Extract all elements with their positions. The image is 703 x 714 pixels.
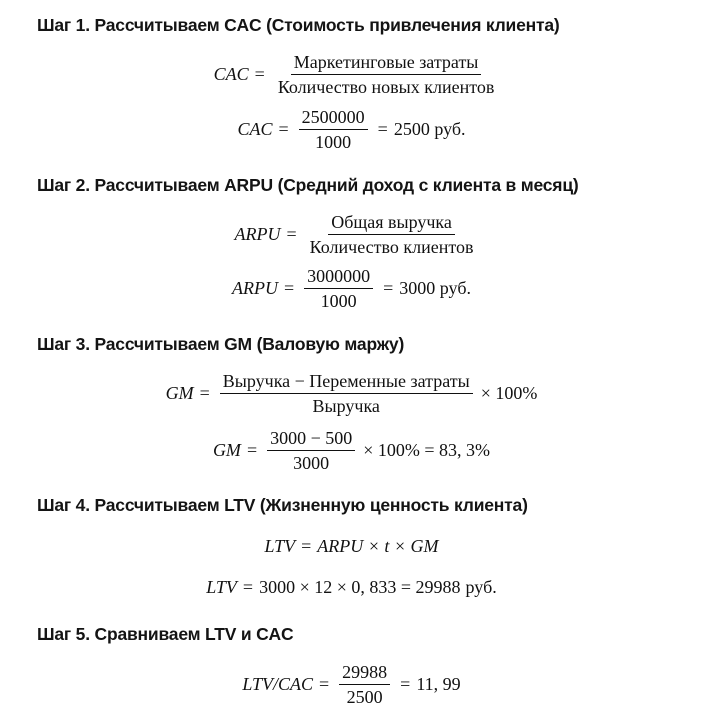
numerator: 2500000 (299, 107, 368, 130)
fraction (304, 266, 373, 311)
numerator: Выручка − Переменные затраты (220, 371, 473, 394)
fraction (220, 371, 473, 416)
equals-sign: = (383, 278, 394, 298)
gm-calculation (0, 428, 703, 473)
ltv-formula (0, 536, 703, 557)
equals-sign: = (377, 119, 388, 139)
equals-sign: = (278, 119, 289, 139)
denominator: 1000 (315, 132, 352, 152)
denominator: Количество новых клиентов (277, 77, 495, 97)
step-4-heading: Шаг 4. Рассчитываем LTV (Жизненную ценность клиента) (37, 495, 528, 515)
equals-sign: = (301, 536, 312, 556)
numerator: 3000000 (304, 266, 373, 289)
ltv-calculation (0, 577, 703, 598)
cac-calculation (0, 107, 703, 152)
result: 3000 руб. (399, 278, 471, 298)
step-5-heading: Шаг 5. Сравниваем LTV и CAC (37, 624, 294, 644)
equals-sign: = (400, 674, 411, 694)
arpu-formula (0, 212, 703, 257)
fraction (275, 52, 498, 97)
denominator: Выручка (312, 396, 380, 416)
formula-lhs: CAC (237, 119, 273, 139)
equals-sign: = (319, 674, 330, 694)
result: × 100% = 83, 3% (363, 440, 491, 460)
formula-rhs: ARPU × t × GM (317, 536, 439, 556)
formula-lhs: CAC (213, 64, 249, 84)
step-1-heading: Шаг 1. Рассчитываем CAC (Стоимость привлечения клиента) (37, 15, 560, 35)
denominator: 1000 (320, 291, 357, 311)
formula-lhs: ARPU (232, 278, 278, 298)
formula-lhs: LTV (206, 577, 237, 597)
fraction (307, 212, 477, 257)
equals-sign: = (242, 577, 254, 597)
equals-sign: = (283, 278, 295, 298)
formula-lhs: ARPU (234, 224, 281, 244)
ltv-cac-ratio (0, 662, 703, 707)
step-3-heading: Шаг 3. Рассчитываем GM (Валовую маржу) (37, 334, 405, 354)
gm-formula (0, 371, 703, 416)
fraction (299, 107, 368, 152)
unit: руб. (465, 577, 497, 597)
multiplier: × 100% (480, 383, 538, 403)
numerator: Маркетинговые затраты (291, 52, 482, 75)
denominator: 2500 (346, 687, 383, 707)
cac-formula (0, 52, 703, 97)
equals-sign: = (254, 64, 265, 84)
denominator: Количество клиентов (309, 237, 474, 257)
step-2-heading: Шаг 2. Рассчитываем ARPU (Средний доход с клиента в месяц) (37, 175, 579, 195)
arpu-calculation (0, 266, 703, 311)
result: 11, 99 (416, 674, 461, 694)
result: 2500 руб. (393, 119, 466, 139)
formula-rhs: 3000 × 12 × 0, 833 = 29988 (259, 577, 461, 597)
formula-lhs: LTV/CAC (242, 674, 313, 694)
fraction (339, 662, 390, 707)
numerator: 29988 (339, 662, 390, 685)
equals-sign: = (246, 440, 258, 460)
numerator: 3000 − 500 (267, 428, 355, 451)
denominator: 3000 (293, 453, 330, 473)
equals-sign: = (199, 383, 210, 403)
equals-sign: = (286, 224, 297, 244)
formula-lhs: LTV (264, 536, 296, 556)
numerator: Общая выручка (328, 212, 455, 235)
formula-lhs: GM (165, 383, 194, 403)
fraction (267, 428, 355, 473)
formula-lhs: GM (212, 440, 241, 460)
